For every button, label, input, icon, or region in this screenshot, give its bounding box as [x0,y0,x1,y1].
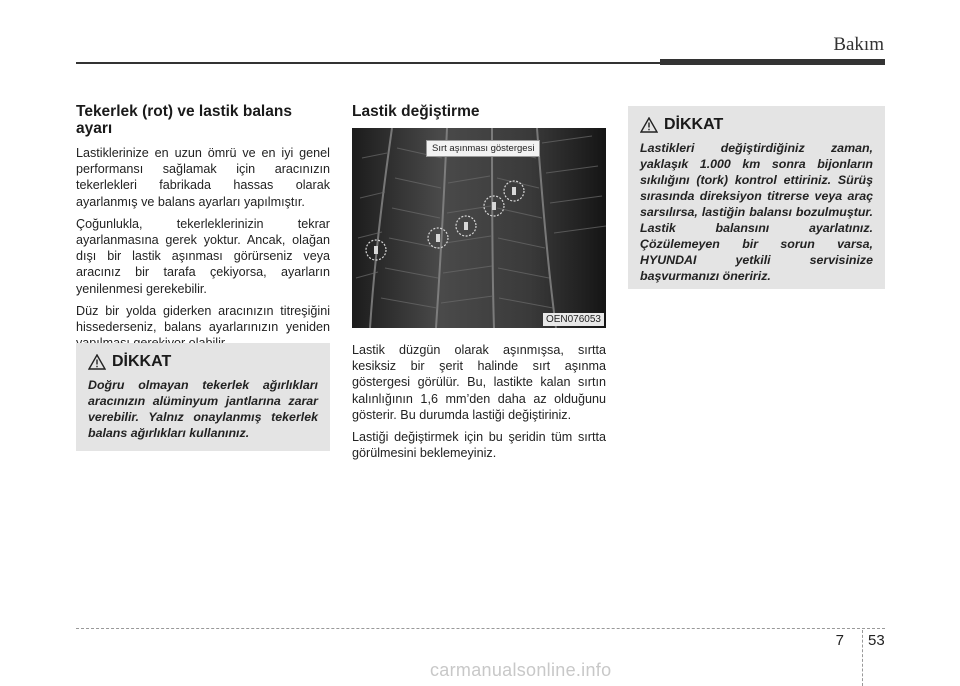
warning-text: Doğru olmayan tekerlek ağırlıkları aracınızın alüminyum jantlarına zarar verebilir. Yalnız onaylanmış tekerlek balans ağırlıkları kullanınız. [88,378,318,440]
warning-text: Lastikleri değiştirdiğiniz zaman, yaklaşık 1.000 km sonra bijonların sıkılığını (tork) kontrol ettiriniz. Sürüş sırasında direksiyon titrerse veya araç sarsılırsa, lastiğin balansı bozulmuştur. Lastik balansını ayarlatınız. Çözülemeyen bir sorun varsa, HYUNDAI yetkili servisinize başvurmanızı öneririz. [640,141,873,283]
tire-tread-image [352,128,606,328]
page-number-value: 53 [868,632,885,649]
tire-replacement-heading: Lastik değiştirme [352,103,480,120]
tread-wear-indicator-label: Sırt aşınması göstergesi [426,140,540,157]
warning-triangle-icon [88,354,106,370]
figure-code: OEN076053 [543,313,604,326]
section-title: Bakım [833,34,884,55]
paragraph: Lastik düzgün olarak aşınmışsa, sırtta kesiksiz bir şerit halinde sırt aşınma göstergesi görülür. Bu, lastikte kalan sırtın kalınlığının 1,6 mm’den daha az olduğunu gösterir. Bu durumda lastiği değiştiriniz. [352,343,606,422]
paragraph: Lastiklerinize en uzun ömrü ve en iyi genel performansı sağlamak için aracınızın tekerlekleri fabrikada hassas olarak ayarlanmış ve balans ayarları yapılmıştır. [76,146,330,209]
chapter-number: 7 [835,632,844,649]
warning-title: DİKKAT [112,353,172,370]
middle-column [352,103,606,467]
warning-box-tire-change [628,106,885,289]
paragraph: Lastiği değiştirmek için bu şeridin tüm sırtta görülmesini beklemeyiniz. [352,430,606,461]
wheel-alignment-heading: Tekerlek (rot) ve lastik balans ayarı [76,103,292,137]
header-rule-accent [660,59,885,65]
paragraph: Çoğunlukla, tekerleklerinizin tekrar ayarlanmasına gerek yoktur. Ancak, olağan dışı bir lastik aşınması görürseniz veya aracınız bir tarafa çekiyorsa, ayarların yenilenmesi gerekebilir. [76,216,330,296]
warning-box-wheel-weights [76,343,330,451]
paragraph: Düz bir yolda giderken aracınızın titreşiğini hissederseniz, balans ayarlarınızın yeniden [76,303,330,335]
warning-triangle-icon [640,117,658,133]
header-rule [76,62,660,64]
left-column [76,103,330,357]
watermark: carmanualsonline.info [430,660,612,680]
tread-wear-figure [352,128,606,328]
warning-title: DİKKAT [664,116,724,133]
page-number-divider [862,630,863,686]
footer-rule [76,628,885,629]
